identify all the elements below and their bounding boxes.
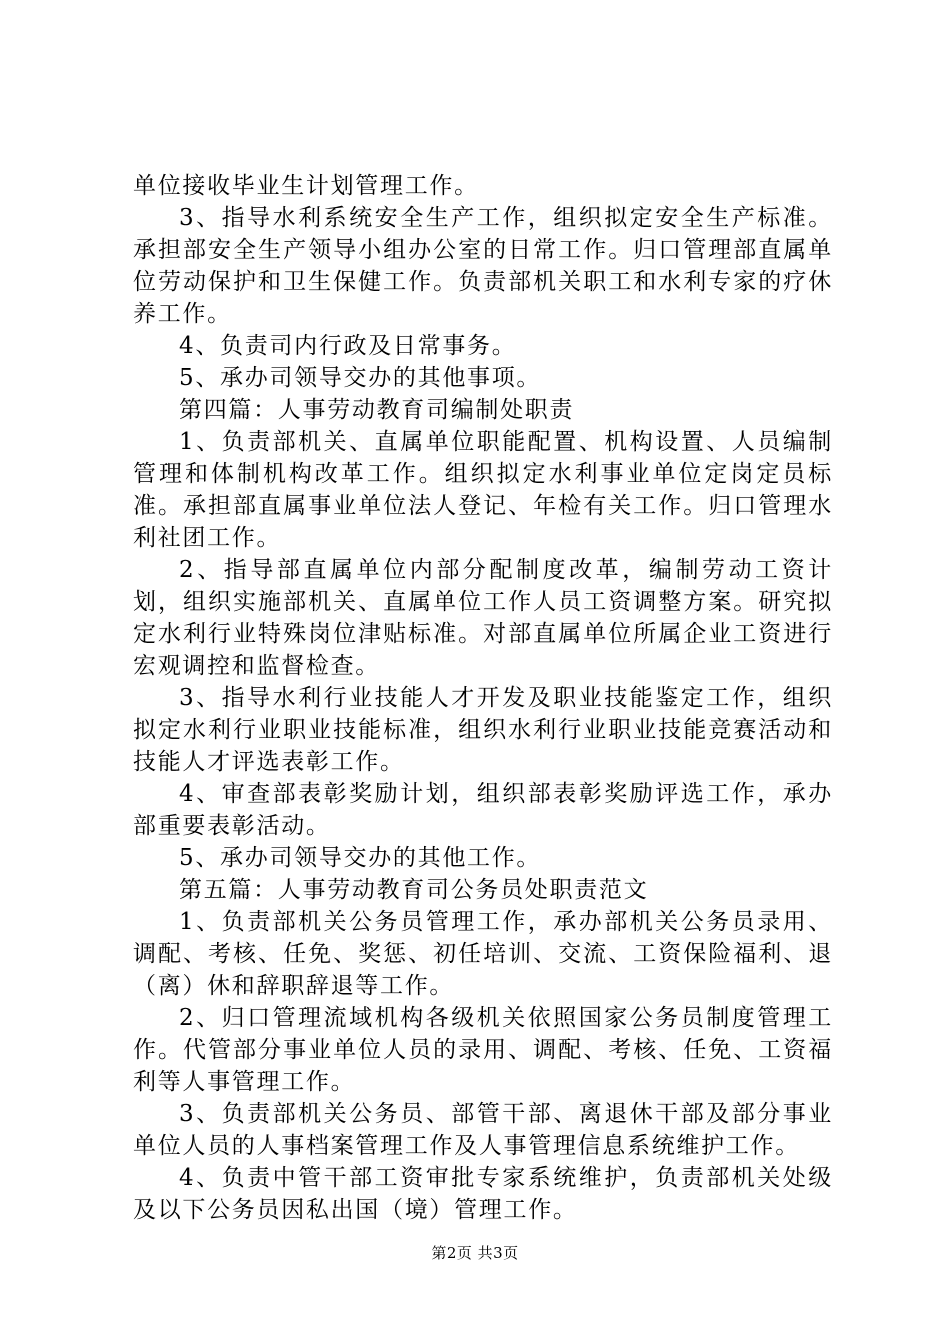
paragraph-4: 5、承办司领导交办的其他事项。 bbox=[179, 365, 542, 391]
paragraph-3: 4、负责司内行政及日常事务。 bbox=[179, 333, 517, 359]
paragraph-7: 3、指导水利行业技能人才开发及职业技能鉴定工作，组织拟定水利行业职业技能标准，组织水利行业职业技能竞赛活动和技能人才评选表彰工作。 bbox=[133, 685, 833, 775]
section-heading-4: 第四篇：人事劳动教育司编制处职责 bbox=[179, 397, 575, 423]
paragraph-13: 4、负责中管干部工资审批专家系统维护，负责部机关处级及以下公务员因私出国（境）管理工作。 bbox=[133, 1165, 833, 1223]
section-heading-5: 第五篇：人事劳动教育司公务员处职责范文 bbox=[179, 877, 649, 903]
paragraph-5: 1、负责部机关、直属单位职能配置、机构设置、人员编制管理和体制机构改革工作。组织拟定水利事业单位定岗定员标准。承担部直属事业单位法人登记、年检有关工作。归口管理水利社团工作。 bbox=[133, 429, 833, 551]
paragraph-6: 2、指导部直属单位内部分配制度改革，编制劳动工资计划，组织实施部机关、直属单位工作人员工资调整方案。研究拟定水利行业特殊岗位津贴标准。对部直属单位所属企业工资进行宏观调控和监督检查。 bbox=[133, 557, 833, 679]
paragraph-12: 3、负责部机关公务员、部管干部、离退休干部及部分事业单位人员的人事档案管理工作及人事管理信息系统维护工作。 bbox=[133, 1101, 833, 1159]
paragraph-11: 2、归口管理流域机构各级机关依照国家公务员制度管理工作。代管部分事业单位人员的录用、调配、考核、任免、工资福利等人事管理工作。 bbox=[133, 1005, 833, 1095]
paragraph-2: 3、指导水利系统安全生产工作，组织拟定安全生产标准。承担部安全生产领导小组办公室的日常工作。归口管理部直属单位劳动保护和卫生保健工作。负责部机关职工和水利专家的疗休养工作。 bbox=[133, 205, 833, 327]
paragraph-9: 5、承办司领导交办的其他工作。 bbox=[179, 845, 542, 871]
paragraph-8: 4、审查部表彰奖励计划，组织部表彰奖励评选工作，承办部重要表彰活动。 bbox=[133, 781, 833, 839]
paragraph-1: 单位接收毕业生计划管理工作。 bbox=[133, 173, 479, 199]
paragraph-10: 1、负责部机关公务员管理工作，承办部机关公务员录用、调配、考核、任免、奖惩、初任培训、交流、工资保险福利、退（离）休和辞职辞退等工作。 bbox=[133, 909, 833, 999]
document-body bbox=[133, 170, 833, 1226]
page-number-label: 第2页 共3页 bbox=[431, 1244, 519, 1262]
page-footer bbox=[0, 1243, 950, 1263]
